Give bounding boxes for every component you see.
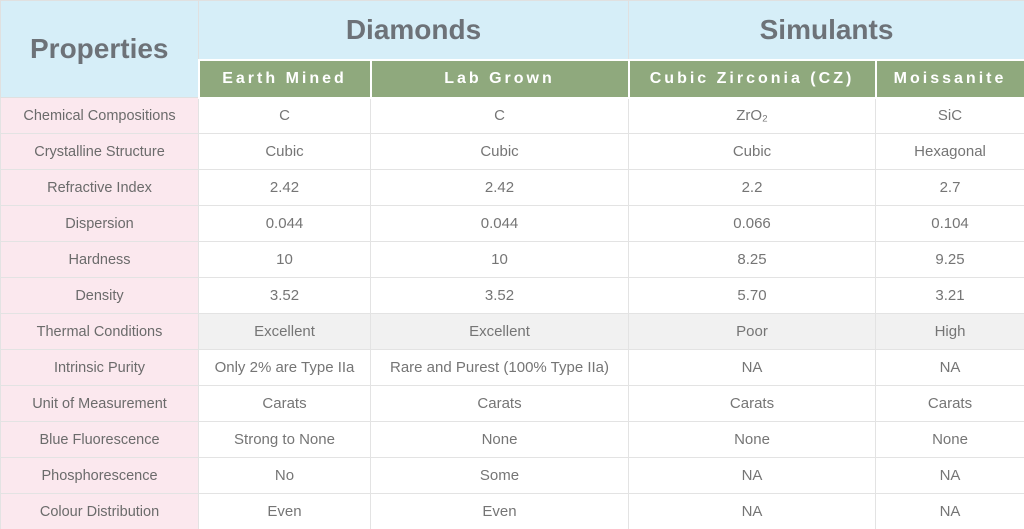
- table-row: [1, 350, 1024, 386]
- value-cell: NA: [629, 458, 876, 494]
- property-cell: Chemical Compositions: [1, 98, 199, 134]
- value-cell: 10: [371, 242, 629, 278]
- properties-header: Properties: [1, 1, 199, 98]
- column-header-lab-grown: Lab Grown: [371, 60, 629, 98]
- table-row: [1, 206, 1024, 242]
- value-cell: None: [371, 422, 629, 458]
- value-cell: 2.42: [371, 170, 629, 206]
- value-cell: 2.42: [199, 170, 371, 206]
- value-cell: Poor: [629, 314, 876, 350]
- value-cell: SiC: [876, 98, 1024, 134]
- value-cell: Carats: [876, 386, 1024, 422]
- property-cell: Thermal Conditions: [1, 314, 199, 350]
- value-cell: Carats: [371, 386, 629, 422]
- value-cell: Carats: [629, 386, 876, 422]
- table-row: [1, 134, 1024, 170]
- property-cell: Colour Distribution: [1, 494, 199, 529]
- value-cell: 3.52: [199, 278, 371, 314]
- value-cell: NA: [876, 458, 1024, 494]
- value-cell: NA: [876, 350, 1024, 386]
- group-header-row: [1, 1, 1024, 60]
- value-cell: 0.044: [199, 206, 371, 242]
- value-cell: C: [199, 98, 371, 134]
- column-header-moissanite: Moissanite: [876, 60, 1024, 98]
- value-cell: Rare and Purest (100% Type IIa): [371, 350, 629, 386]
- value-cell: 0.044: [371, 206, 629, 242]
- value-cell: 2.2: [629, 170, 876, 206]
- value-cell: NA: [629, 350, 876, 386]
- value-cell: 3.21: [876, 278, 1024, 314]
- value-cell: 5.70: [629, 278, 876, 314]
- value-cell: 10: [199, 242, 371, 278]
- value-cell: NA: [876, 494, 1024, 529]
- value-cell: None: [876, 422, 1024, 458]
- value-cell: Cubic: [199, 134, 371, 170]
- value-cell: 0.104: [876, 206, 1024, 242]
- property-cell: Crystalline Structure: [1, 134, 199, 170]
- value-cell: Even: [199, 494, 371, 529]
- property-cell: Unit of Measurement: [1, 386, 199, 422]
- value-cell: None: [629, 422, 876, 458]
- property-cell: Hardness: [1, 242, 199, 278]
- value-cell: Even: [371, 494, 629, 529]
- value-cell: 3.52: [371, 278, 629, 314]
- value-cell: High: [876, 314, 1024, 350]
- value-cell: 9.25: [876, 242, 1024, 278]
- property-cell: Dispersion: [1, 206, 199, 242]
- value-cell: Strong to None: [199, 422, 371, 458]
- value-cell: Some: [371, 458, 629, 494]
- property-cell: Intrinsic Purity: [1, 350, 199, 386]
- value-cell: Hexagonal: [876, 134, 1024, 170]
- table-row: [1, 422, 1024, 458]
- group-header-diamonds: Diamonds: [199, 1, 629, 60]
- value-cell: NA: [629, 494, 876, 529]
- property-cell: Refractive Index: [1, 170, 199, 206]
- value-cell: No: [199, 458, 371, 494]
- property-cell: Phosphorescence: [1, 458, 199, 494]
- group-header-simulants: Simulants: [629, 1, 1024, 60]
- value-cell: C: [371, 98, 629, 134]
- value-cell: Excellent: [371, 314, 629, 350]
- table-row: [1, 314, 1024, 350]
- value-cell: Cubic: [371, 134, 629, 170]
- value-cell: Carats: [199, 386, 371, 422]
- value-cell: 2.7: [876, 170, 1024, 206]
- table-row: [1, 98, 1024, 134]
- table-row: [1, 170, 1024, 206]
- column-header-earth-mined: Earth Mined: [199, 60, 371, 98]
- value-cell: 8.25: [629, 242, 876, 278]
- value-cell: ZrO₂: [629, 98, 876, 134]
- value-cell: Cubic: [629, 134, 876, 170]
- table-row: [1, 494, 1024, 529]
- value-cell: Excellent: [199, 314, 371, 350]
- value-cell: 0.066: [629, 206, 876, 242]
- column-header-cubic-zirconia: Cubic Zirconia (CZ): [629, 60, 876, 98]
- value-cell: Only 2% are Type IIa: [199, 350, 371, 386]
- table-row: [1, 458, 1024, 494]
- table-row: [1, 278, 1024, 314]
- property-cell: Blue Fluorescence: [1, 422, 199, 458]
- property-cell: Density: [1, 278, 199, 314]
- table-row: [1, 242, 1024, 278]
- table-row: [1, 386, 1024, 422]
